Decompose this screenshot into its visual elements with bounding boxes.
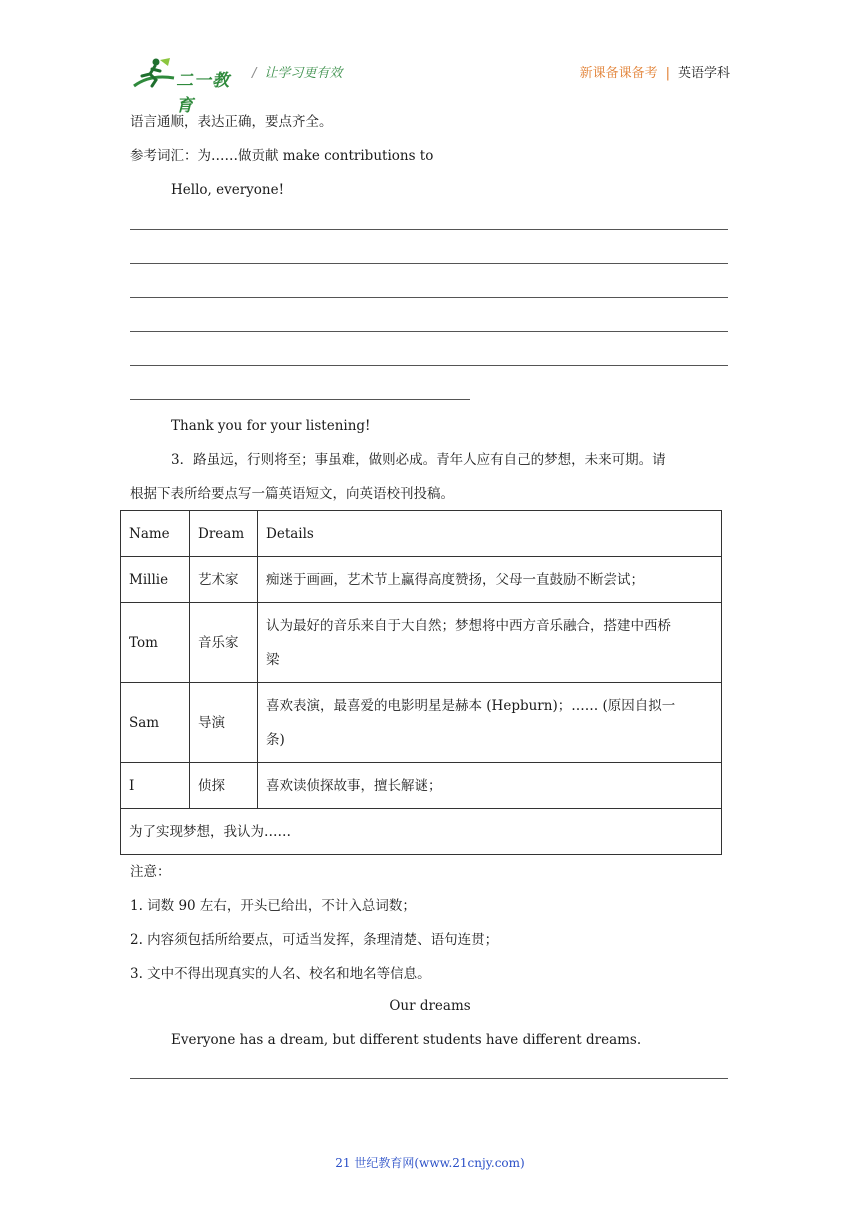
details-line: 喜欢读侦探故事，擅长解谜； bbox=[266, 777, 442, 794]
task3-line2: 根据下表所给要点写一篇英语短文，向英语校刊投稿。 bbox=[130, 486, 454, 502]
table-footer-row bbox=[121, 809, 722, 855]
details-line: 喜欢表演，最喜爱的电影明星是赫本 (Hepburn)；…… (原因自拟一 bbox=[266, 697, 676, 714]
cell-details bbox=[258, 683, 722, 763]
cell-details bbox=[258, 603, 722, 683]
cell-dream: 导演 bbox=[190, 683, 258, 763]
answer-line bbox=[130, 399, 470, 400]
details-line: 认为最好的音乐来自于大自然；梦想将中西方音乐融合，搭建中西桥 bbox=[266, 617, 671, 634]
task3-line1: 3．路虽远，行则将至；事虽难，做则必成。青年人应有自己的梦想，未来可期。请 bbox=[171, 452, 666, 468]
answer-line bbox=[130, 365, 728, 366]
essay-title: Our dreams bbox=[389, 998, 471, 1014]
details-line: 梁 bbox=[266, 651, 280, 668]
header-name: Name bbox=[121, 511, 190, 557]
essay-opening: Everyone has a dream, but different students have different dreams. bbox=[171, 1032, 642, 1048]
note-item: 3. 文中不得出现真实的人名、校名和地名等信息。 bbox=[130, 966, 431, 982]
slogan: / 让学习更有效 bbox=[252, 66, 343, 81]
table-row bbox=[121, 683, 722, 763]
greeting-line: Hello, everyone! bbox=[171, 182, 285, 198]
cell-dream: 艺术家 bbox=[190, 557, 258, 603]
answer-line bbox=[130, 229, 728, 230]
header-dream: Dream bbox=[190, 511, 258, 557]
logo-text: 二一教育 bbox=[176, 71, 230, 116]
header-course-label: 新课备课备考 bbox=[579, 66, 658, 81]
requirement-line: 语言通顺，表达正确，要点齐全。 bbox=[130, 114, 333, 130]
answer-line bbox=[130, 331, 728, 332]
header-subject-label: 英语学科 bbox=[677, 66, 730, 81]
answer-line bbox=[130, 297, 728, 298]
table-header-row bbox=[121, 511, 722, 557]
note-item: 1. 词数 90 左右，开头已给出，不计入总词数； bbox=[130, 898, 416, 914]
dreams-table bbox=[120, 510, 722, 855]
page-header bbox=[130, 56, 730, 116]
details-line: 痴迷于画画，艺术节上赢得高度赞扬，父母一直鼓励不断尝试； bbox=[266, 571, 644, 588]
table-row bbox=[121, 603, 722, 683]
table-row bbox=[121, 763, 722, 809]
cell-dream: 音乐家 bbox=[190, 603, 258, 683]
page-footer: 21 世纪教育网(www.21cnjy.com) bbox=[335, 1156, 525, 1170]
cell-details bbox=[258, 557, 722, 603]
note-item: 2. 内容须包括所给要点，可适当发挥，条理清楚、语句连贯； bbox=[130, 932, 499, 948]
answer-line bbox=[130, 263, 728, 264]
closing-line: Thank you for your listening! bbox=[171, 418, 371, 434]
footer-cell: 为了实现梦想，我认为…… bbox=[121, 809, 722, 855]
cell-details bbox=[258, 763, 722, 809]
header-right: 新课备课备考 | 英语学科 bbox=[579, 66, 730, 81]
table-row bbox=[121, 557, 722, 603]
cell-name: Tom bbox=[121, 603, 190, 683]
slogan-text: 让学习更有效 bbox=[264, 66, 343, 81]
header-details: Details bbox=[258, 511, 722, 557]
answer-line bbox=[130, 1078, 728, 1079]
vocab-line: 参考词汇：为……做贡献 make contributions to bbox=[130, 148, 434, 164]
cell-name: I bbox=[121, 763, 190, 809]
cell-name: Sam bbox=[121, 683, 190, 763]
details-line: 条) bbox=[266, 731, 285, 748]
cell-name: Millie bbox=[121, 557, 190, 603]
runner-logo-icon bbox=[130, 56, 176, 90]
cell-dream: 侦探 bbox=[190, 763, 258, 809]
notes-title: 注意： bbox=[130, 864, 171, 880]
logo bbox=[130, 56, 240, 116]
